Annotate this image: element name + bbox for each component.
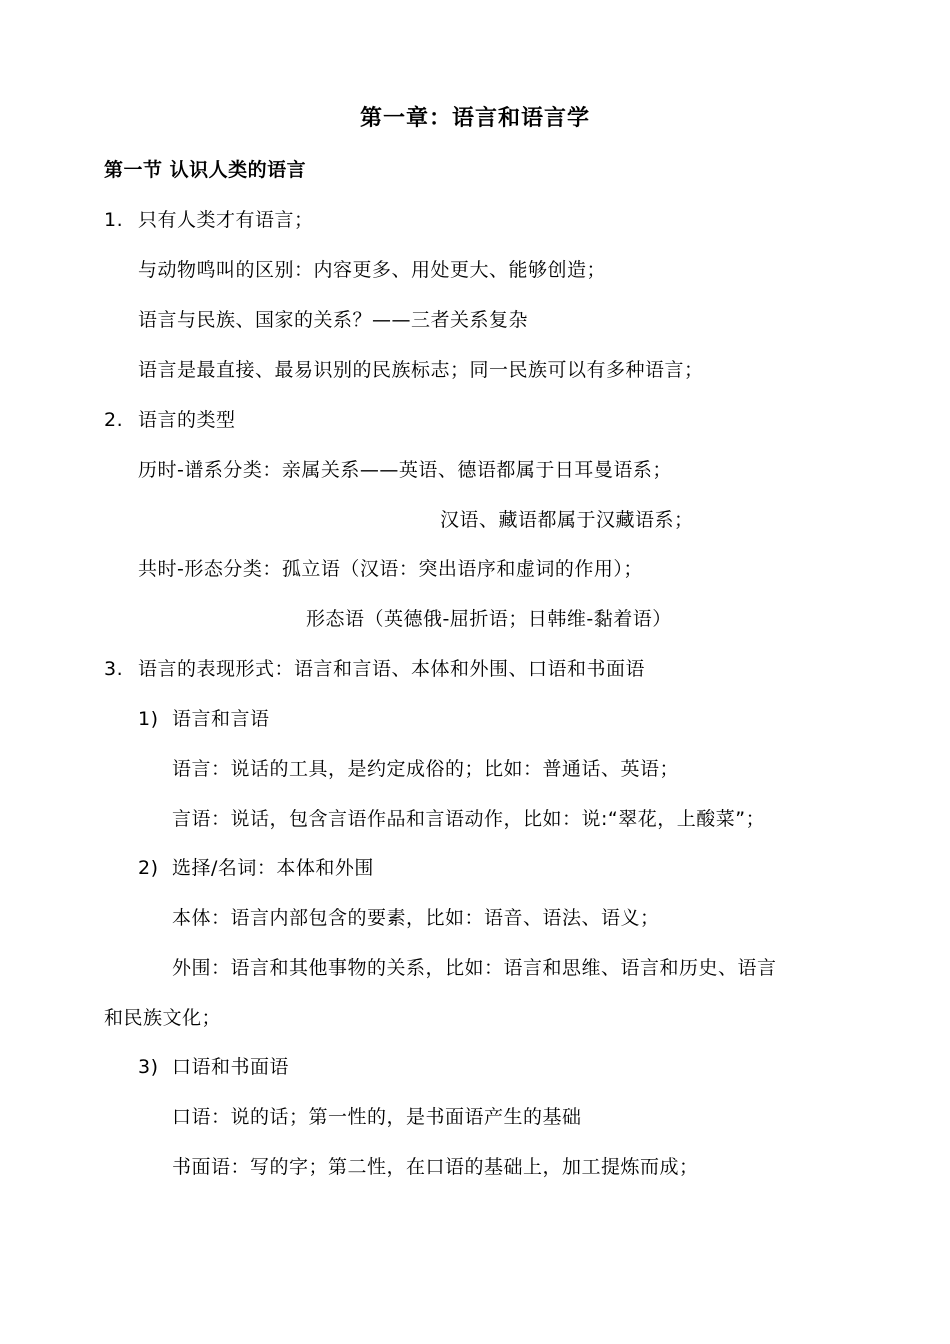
paragraph-line: 形态语（英德俄-屈折语；日韩维-黏着语） — [306, 608, 672, 630]
chapter-title: 第一章：语言和语言学 — [359, 106, 590, 131]
paragraph-line: 言语：说话，包含言语作品和言语动作，比如：说:“翠花，上酸菜”； — [172, 808, 766, 830]
sub-number: 1) — [138, 708, 159, 730]
sub-item-text: 语言和言语 — [172, 708, 270, 730]
paragraph-line: 外围：语言和其他事物的关系，比如：语言和思维、语言和历史、语言 — [172, 957, 777, 979]
list-number: 2. — [104, 409, 124, 431]
paragraph-line: 语言：说话的工具，是约定成俗的；比如：普通话、英语； — [172, 758, 680, 780]
paragraph-line: 语言与民族、国家的关系？——三者关系复杂 — [138, 309, 529, 331]
list-item-text: 只有人类才有语言； — [138, 209, 314, 231]
paragraph-line: 汉语、藏语都属于汉藏语系； — [440, 509, 694, 531]
paragraph-line: 口语：说的话；第一性的，是书面语产生的基础 — [172, 1106, 582, 1128]
list-item-text: 语言的表现形式：语言和言语、本体和外围、口语和书面语 — [138, 658, 646, 680]
paragraph-line: 和民族文化； — [104, 1007, 222, 1029]
paragraph-line: 与动物鸣叫的区别：内容更多、用处更大、能够创造； — [138, 259, 607, 281]
paragraph-line: 历时-谱系分类：亲属关系——英语、德语都属于日耳曼语系； — [138, 459, 672, 481]
section-heading: 第一节 认识人类的语言 — [104, 159, 307, 181]
list-item-2 — [104, 408, 236, 432]
sub-number: 3) — [138, 1056, 159, 1078]
sub-item-3 — [138, 1055, 289, 1079]
list-item-text: 语言的类型 — [138, 409, 236, 431]
list-item-1 — [104, 208, 314, 232]
sub-item-2 — [138, 856, 374, 880]
paragraph-line: 语言是最直接、最易识别的民族标志；同一民族可以有多种语言； — [138, 359, 704, 381]
sub-number: 2) — [138, 857, 159, 879]
sub-item-text: 选择/名词：本体和外围 — [172, 857, 374, 879]
list-number: 1. — [104, 209, 124, 231]
sub-item-1 — [138, 707, 270, 731]
paragraph-line: 书面语：写的字；第二性，在口语的基础上，加工提炼而成； — [172, 1156, 699, 1178]
list-item-3 — [104, 657, 645, 681]
sub-item-text: 口语和书面语 — [172, 1056, 290, 1078]
list-number: 3. — [104, 658, 124, 680]
paragraph-line: 本体：语言内部包含的要素，比如：语音、语法、语义； — [172, 907, 660, 929]
paragraph-line: 共时-形态分类：孤立语（汉语：突出语序和虚词的作用）； — [138, 558, 643, 580]
